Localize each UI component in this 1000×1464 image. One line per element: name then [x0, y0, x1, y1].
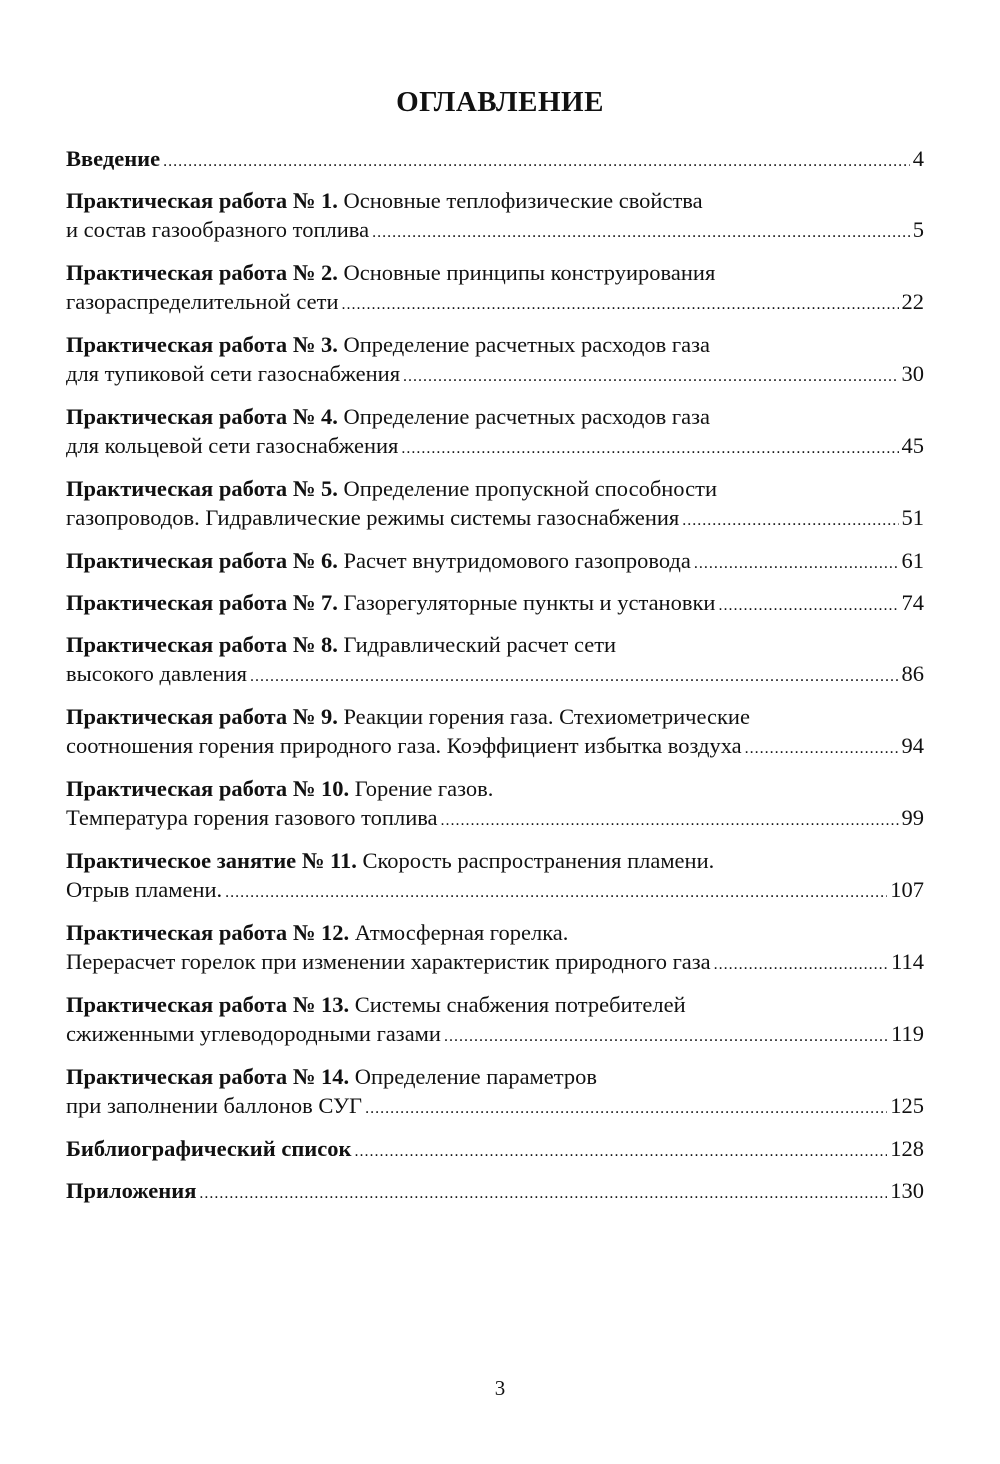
toc-entry-line	[66, 630, 924, 659]
toc-entry-heading: Приложения	[66, 1178, 197, 1203]
toc-entry-line	[66, 1062, 924, 1091]
dot-leader	[441, 806, 899, 835]
dot-leader	[163, 147, 910, 176]
toc-entry-line	[66, 258, 924, 287]
toc-entry-line	[66, 774, 924, 803]
toc-entry-title-cont: при заполнении баллонов СУГ	[66, 1093, 363, 1118]
toc-entry-title-cont: Отрыв пламени.	[66, 877, 223, 902]
toc-entry-title-cont: Перерасчет горелок при изменении характеристик природного газа	[66, 949, 711, 974]
dot-leader	[694, 549, 899, 578]
toc-entry[interactable]	[66, 1176, 924, 1208]
toc-entry-title-cont: для тупиковой сети газоснабжения	[66, 361, 401, 386]
dot-leader	[718, 591, 898, 620]
toc-entry-line	[66, 1134, 924, 1166]
toc-entry-line	[66, 588, 924, 620]
toc-entry-title-cont: газопроводов. Гидравлические режимы системы газоснабжения	[66, 505, 680, 530]
toc-page-number: 22	[901, 289, 924, 314]
toc-entry-title-cont: соотношения горения природного газа. Коэффициент избытка воздуха	[66, 733, 742, 758]
toc-entry-title: Горение газов.	[349, 776, 494, 801]
toc-entry-title: Расчет внутридомового газопровода	[337, 548, 691, 573]
toc-page-number: 61	[901, 548, 924, 573]
toc-entry-line	[66, 846, 924, 875]
toc-entry-title: Реакции горения газа. Стехиометрические	[337, 704, 750, 729]
toc-entry-line	[66, 947, 924, 979]
toc-page-number: 74	[901, 590, 924, 615]
dot-leader	[354, 1137, 887, 1166]
toc-entry-title: Определение расчетных расходов газа	[337, 404, 710, 429]
toc-entry-line	[66, 144, 924, 176]
toc-entry-line	[66, 990, 924, 1019]
toc-page-number: 114	[891, 949, 924, 974]
toc-entry-heading: Практическая работа № 7.	[66, 590, 338, 615]
toc-entry-title: Основные принципы конструирования	[337, 260, 716, 285]
toc-entry[interactable]	[66, 1134, 924, 1166]
toc-page-number: 86	[901, 661, 924, 686]
toc-entry[interactable]	[66, 846, 924, 907]
toc-entry-line	[66, 702, 924, 731]
toc-entry[interactable]	[66, 258, 924, 319]
toc-entry-heading: Практическая работа № 10.	[66, 776, 350, 801]
toc-entry-title-cont: для кольцевой сети газоснабжения	[66, 433, 399, 458]
toc-entry-title: Определение параметров	[349, 1064, 598, 1089]
toc-page-number: 4	[912, 146, 924, 171]
toc-entry-heading: Практическая работа № 6.	[66, 548, 338, 573]
dot-leader	[365, 1094, 887, 1123]
toc-page-number: 99	[901, 805, 924, 830]
toc-entry[interactable]	[66, 546, 924, 578]
toc-entry[interactable]	[66, 702, 924, 763]
toc-entry-title: Основные теплофизические свойства	[337, 188, 703, 213]
toc-entry-title-cont: Температура горения газового топлива	[66, 805, 438, 830]
dot-leader	[342, 290, 899, 319]
toc-entry-line	[66, 731, 924, 763]
toc-entry-title: Определение расчетных расходов газа	[337, 332, 710, 357]
dot-leader	[250, 662, 899, 691]
toc-page-number: 107	[890, 877, 924, 902]
toc-entry[interactable]	[66, 1062, 924, 1123]
toc-entry[interactable]	[66, 144, 924, 176]
toc-entry[interactable]	[66, 186, 924, 247]
toc-entry-line	[66, 330, 924, 359]
toc-entry-heading: Практическая работа № 5.	[66, 476, 338, 501]
toc-entry-title: Газорегуляторные пункты и установки	[337, 590, 716, 615]
toc-entry-heading: Введение	[66, 146, 161, 171]
dot-leader	[444, 1022, 888, 1051]
toc-entry-heading: Практическая работа № 13.	[66, 992, 350, 1017]
toc-page-number: 45	[901, 433, 924, 458]
toc-entry-line	[66, 1176, 924, 1208]
toc-entry-heading: Практическая работа № 2.	[66, 260, 338, 285]
dot-leader	[225, 878, 887, 907]
toc-entry-title: Скорость распространения пламени.	[356, 848, 715, 873]
toc-entry-line	[66, 359, 924, 391]
dot-leader	[745, 734, 899, 763]
toc-entry-line	[66, 659, 924, 691]
toc-entry-title: Атмосферная горелка.	[349, 920, 569, 945]
toc-entry-title: Гидравлический расчет сети	[337, 632, 617, 657]
toc-page-number: 51	[901, 505, 924, 530]
toc-entry-heading: Практическая работа № 14.	[66, 1064, 350, 1089]
dot-leader	[401, 434, 898, 463]
table-of-contents	[66, 144, 924, 1218]
toc-entry-heading: Практическая работа № 1.	[66, 188, 338, 213]
page-number: 3	[494, 1376, 506, 1400]
toc-page-number: 30	[901, 361, 924, 386]
toc-page-number: 5	[912, 217, 924, 242]
dot-leader	[403, 362, 898, 391]
toc-entry-line	[66, 918, 924, 947]
toc-page-number: 130	[890, 1178, 924, 1203]
toc-entry[interactable]	[66, 918, 924, 979]
toc-entry-line	[66, 875, 924, 907]
toc-page-number: 94	[901, 733, 924, 758]
toc-entry[interactable]	[66, 990, 924, 1051]
toc-entry-line	[66, 186, 924, 215]
page-title: ОГЛАВЛЕНИЕ	[396, 86, 604, 118]
toc-entry-line	[66, 431, 924, 463]
toc-entry-line	[66, 474, 924, 503]
toc-entry-line	[66, 546, 924, 578]
toc-entry-heading: Практическая работа № 8.	[66, 632, 338, 657]
toc-entry-heading: Практическая работа № 4.	[66, 404, 338, 429]
toc-entry-title-cont: газораспределительной сети	[66, 289, 339, 314]
toc-entry-heading: Практическая работа № 3.	[66, 332, 338, 357]
toc-entry-line	[66, 1091, 924, 1123]
toc-entry-heading: Практическая работа № 12.	[66, 920, 350, 945]
toc-entry[interactable]	[66, 588, 924, 620]
toc-entry-title-cont: высокого давления	[66, 661, 247, 686]
toc-entry[interactable]	[66, 774, 924, 835]
toc-page-number: 119	[891, 1021, 924, 1046]
toc-entry-line	[66, 287, 924, 319]
toc-entry-line	[66, 402, 924, 431]
toc-entry-title: Системы снабжения потребителей	[349, 992, 686, 1017]
dot-leader	[372, 218, 910, 247]
toc-entry[interactable]	[66, 402, 924, 463]
dot-leader	[682, 506, 898, 535]
toc-entry-line	[66, 803, 924, 835]
toc-entry-heading: Библиографический список	[66, 1136, 352, 1161]
toc-entry-title-cont: сжиженными углеводородными газами	[66, 1021, 441, 1046]
toc-entry[interactable]	[66, 630, 924, 691]
toc-entry-heading: Практическая работа № 9.	[66, 704, 338, 729]
toc-entry[interactable]	[66, 474, 924, 535]
dot-leader	[199, 1179, 887, 1208]
dot-leader	[714, 950, 888, 979]
toc-entry-title-cont: и состав газообразного топлива	[66, 217, 370, 242]
toc-entry-heading: Практическое занятие № 11.	[66, 848, 357, 873]
toc-page-number: 128	[890, 1136, 924, 1161]
toc-entry[interactable]	[66, 330, 924, 391]
toc-entry-title: Определение пропускной способности	[337, 476, 717, 501]
toc-entry-line	[66, 503, 924, 535]
toc-entry-line	[66, 215, 924, 247]
toc-entry-line	[66, 1019, 924, 1051]
toc-page-number: 125	[890, 1093, 924, 1118]
